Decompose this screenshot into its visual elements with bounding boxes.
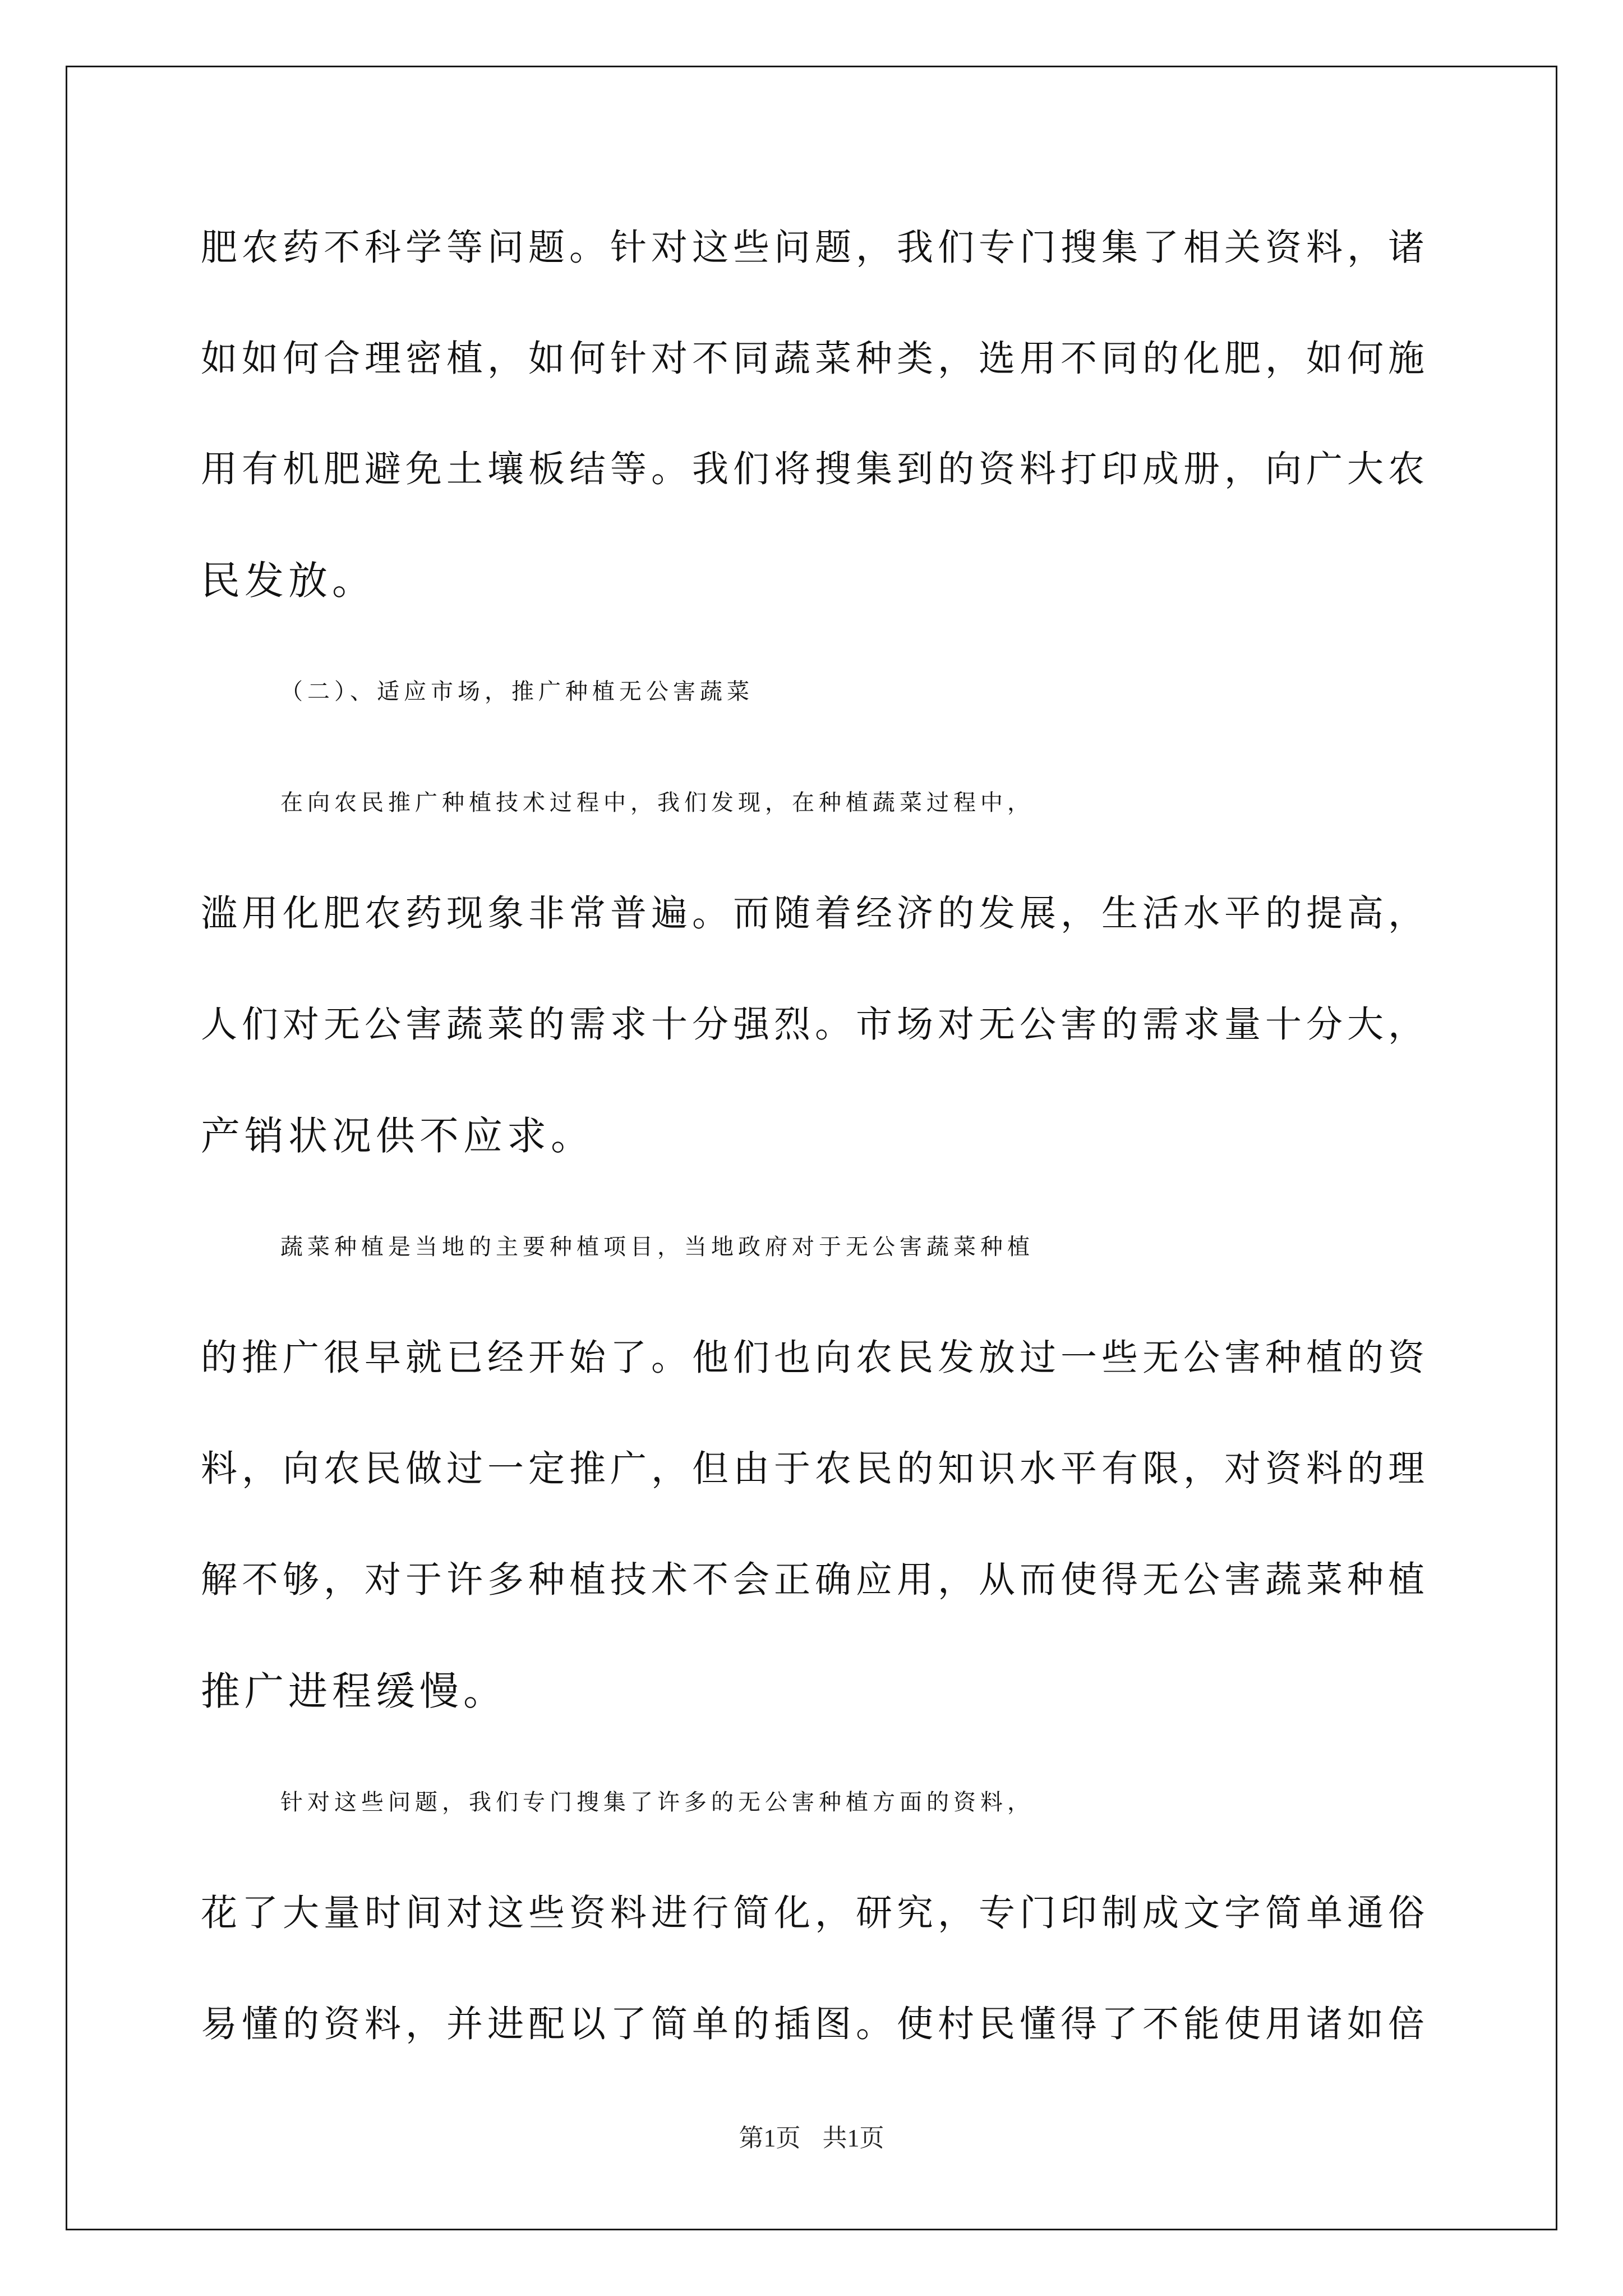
paragraph-first-line: 在向农民推广种植技术过程中，我们发现，在种植蔬菜过程中，: [280, 790, 1034, 816]
body-line: 易懂的资料，并进配以了简单的插图。使村民懂得了不能使用诸如倍: [201, 2003, 1430, 2045]
body-line: 解不够，对于许多种植技术不会正确应用，从而使得无公害蔬菜种植: [201, 1559, 1430, 1601]
body-line: 推广进程缓慢。: [201, 1668, 507, 1714]
paragraph-first-line: 蔬菜种植是当地的主要种植项目，当地政府对于无公害蔬菜种植: [280, 1234, 1034, 1260]
body-line: 民发放。: [201, 558, 376, 604]
body-line: 产销状况供不应求。: [201, 1113, 594, 1159]
page-footer: [0, 2122, 1623, 2155]
section-heading: （二）、适应市场，推广种植无公害蔬菜: [280, 679, 754, 705]
body-line: 如如何合理密植，如何针对不同蔬菜种类，选用不同的化肥，如何施: [201, 338, 1430, 380]
page-total: 共1页: [822, 2124, 884, 2152]
body-line: 料，向农民做过一定推广，但由于农民的知识水平有限，对资料的理: [201, 1448, 1430, 1490]
body-line: 用有机肥避免土壤板结等。我们将搜集到的资料打印成册，向广大农: [201, 448, 1430, 490]
body-line: 的推广很早就已经开始了。他们也向农民发放过一些无公害种植的资: [201, 1337, 1430, 1379]
body-line: 肥农药不科学等问题。针对这些问题，我们专门搜集了相关资料，诸: [201, 227, 1430, 269]
paragraph-first-line: 针对这些问题，我们专门搜集了许多的无公害种植方面的资料，: [280, 1789, 1034, 1815]
body-line: 人们对无公害蔬菜的需求十分强烈。市场对无公害的需求量十分大，: [201, 1004, 1430, 1046]
body-line: 滥用化肥农药现象非常普遍。而随着经济的发展，生活水平的提高，: [201, 892, 1430, 935]
body-line: 花了大量时间对这些资料进行简化，研究，专门印制成文字简单通俗: [201, 1892, 1430, 1934]
page-number: 第1页: [739, 2124, 801, 2152]
